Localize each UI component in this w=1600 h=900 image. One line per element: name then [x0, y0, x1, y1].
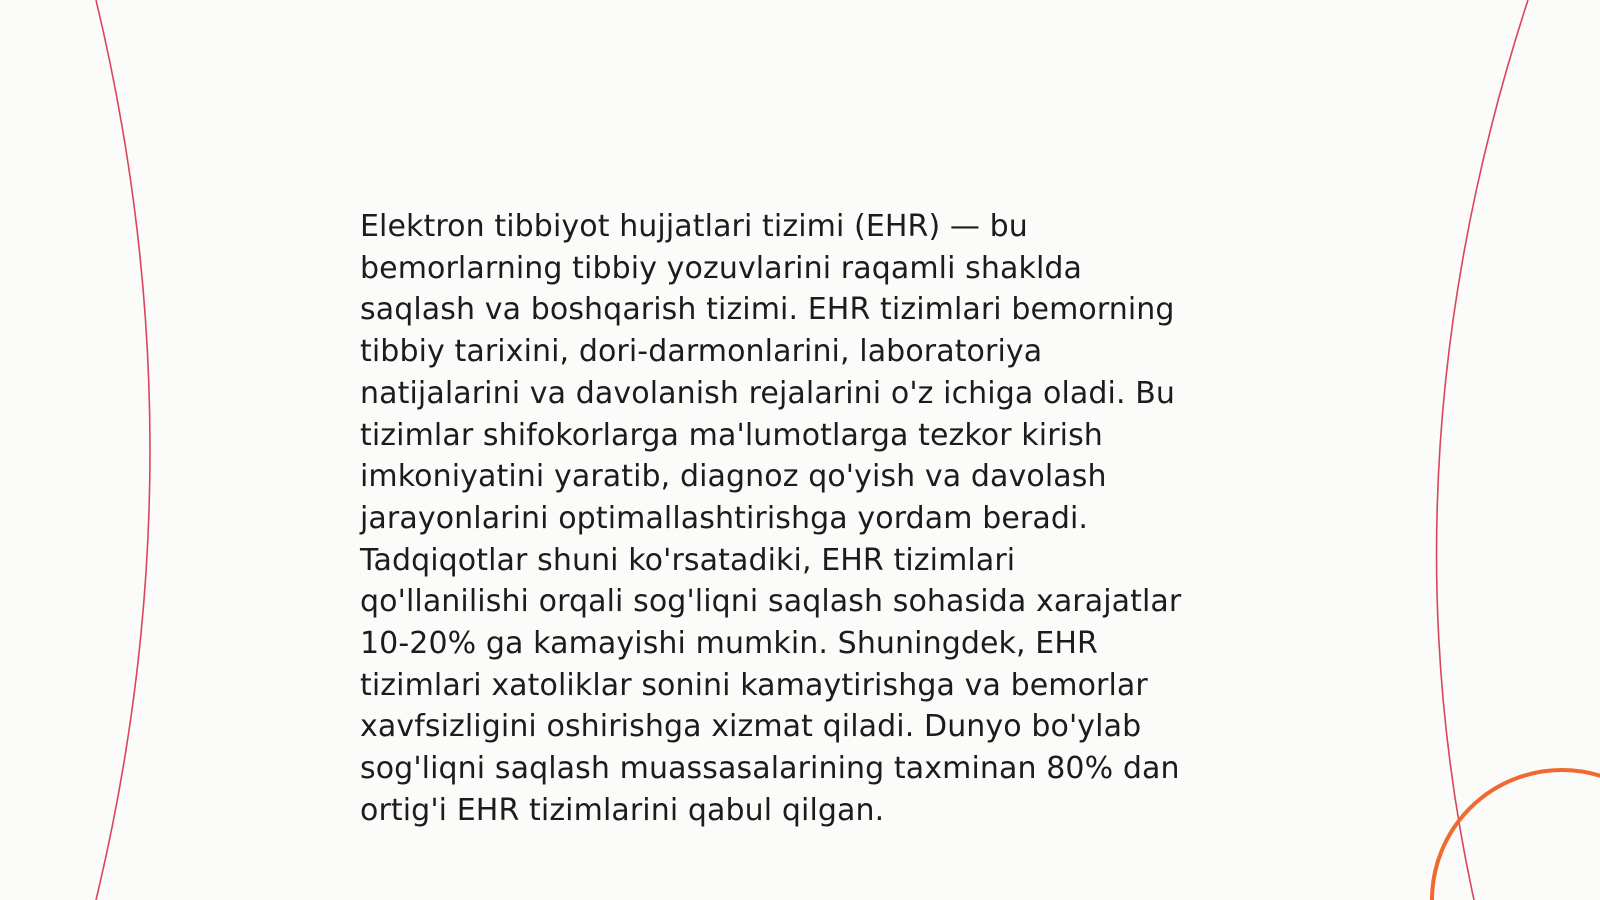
- corner-circle-decoration: [1432, 770, 1600, 900]
- left-arc-decoration: [96, 0, 150, 900]
- right-arc-decoration: [1437, 0, 1528, 900]
- slide-body-text: Elektron tibbiyot hujjatlari tizimi (EHR) — bu bemorlarning tibbiy yozuvlarini raqamli shaklda saqlash va boshqarish tizimi. EHR tizimlari bemorning tibbiy tarixini, dori-darmonlarini, laboratoriya natijalarini va davolanish rejalarini o'z ichiga oladi. Bu tizimlar shifokorlarga ma'lumotlarga tezkor kirish imkoniyatini yaratib, diagnoz qo'yish va davolash jarayonlarini optimallashtirishga yordam beradi. Tadqiqotlar shuni ko'rsatadiki, EHR tizimlari qo'llanilishi orqali sog'liqni saqlash sohasida xarajatlar 10-20% ga kamayishi mumkin. Shuningdek, EHR tizimlari xatoliklar sonini kamaytirishga va bemorlar xavfsizligini oshirishga xizmat qiladi. Dunyo bo'ylab sog'liqni saqlash muassasalarining taxminan 80% dan ortig'i EHR tizimlarini qabul qilgan.: [360, 209, 1182, 828]
